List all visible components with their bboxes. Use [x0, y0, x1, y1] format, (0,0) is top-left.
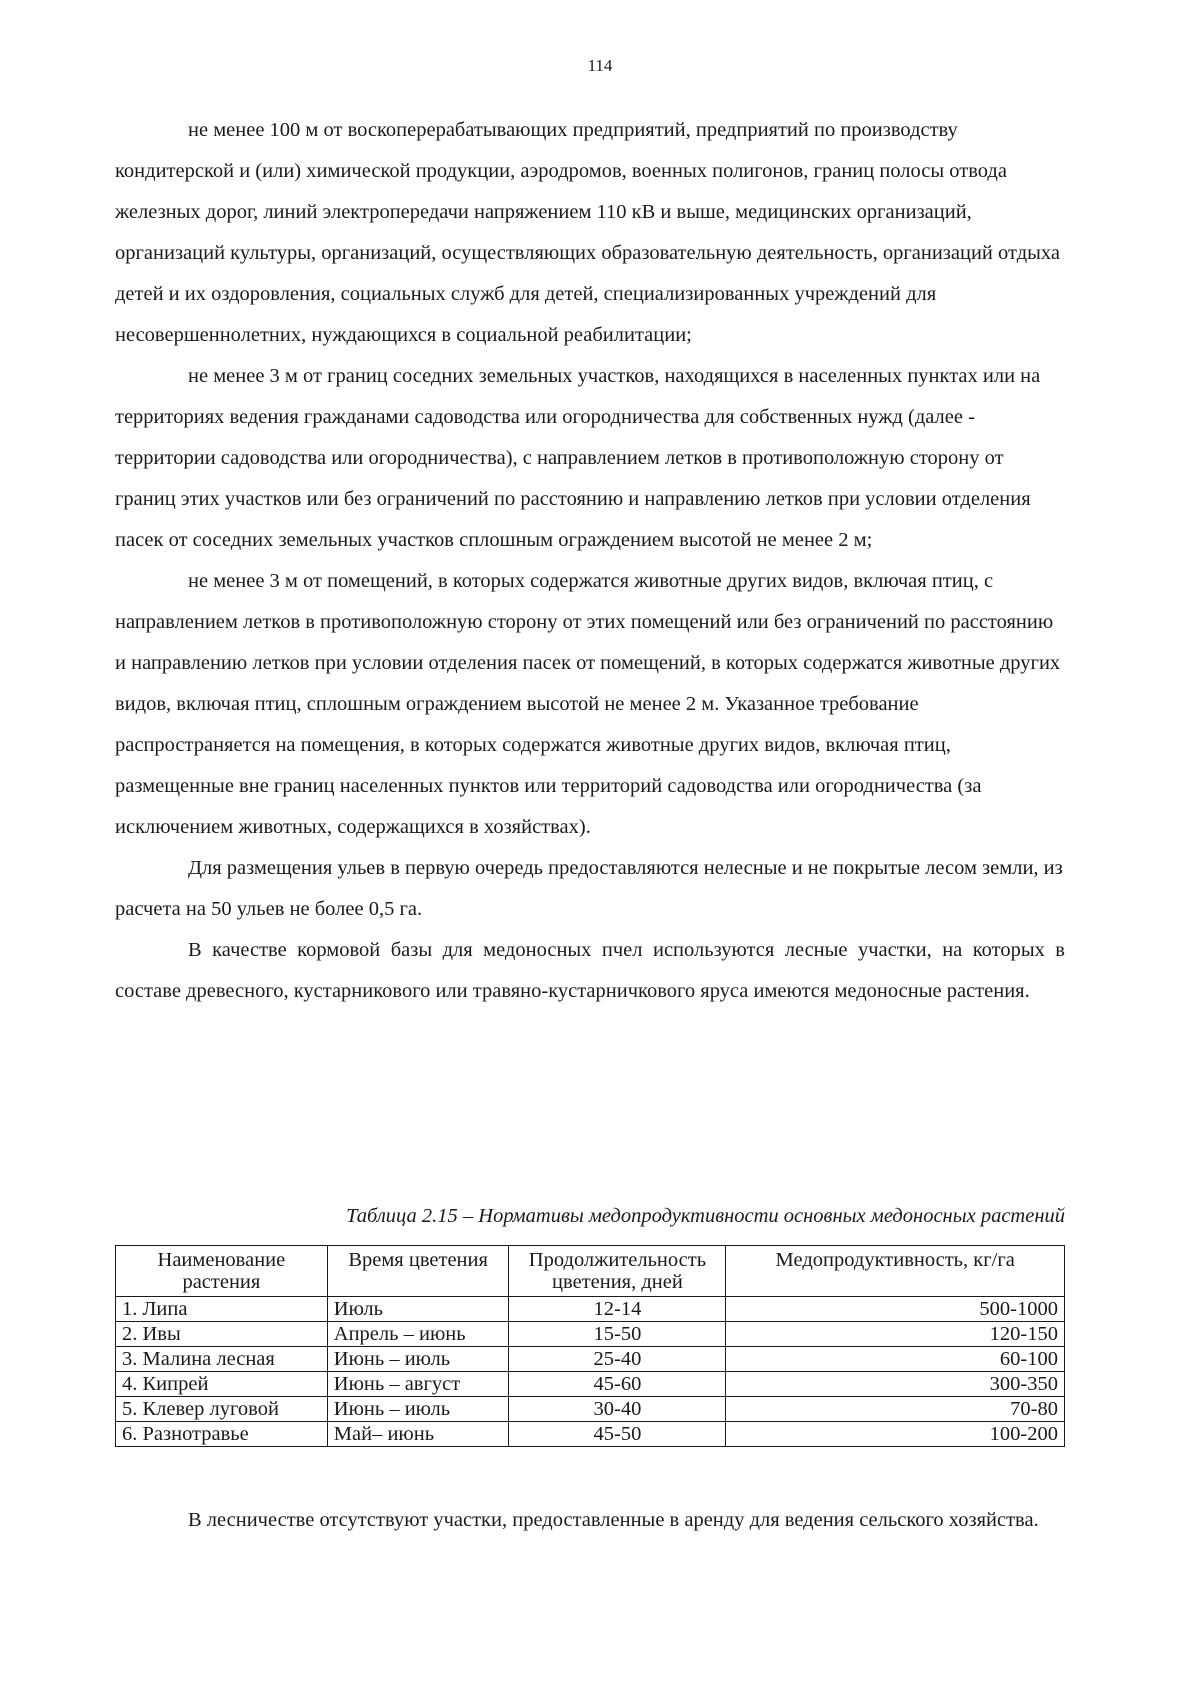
cell-period: Июнь – июль	[327, 1397, 509, 1422]
header-duration: Продолжительность цветения, дней	[509, 1246, 726, 1297]
header-period: Время цветения	[327, 1246, 509, 1297]
cell-duration: 12-14	[509, 1297, 726, 1322]
paragraph: не менее 100 м от воскоперерабатывающих предприятий, предприятий по производству кондитерской и (или) химической продукции, аэродромов, военных полигонов, границ полосы отвода железных дорог, линий электропередачи напряжением 110 кВ и выше, медицинских организаций, организаций культуры, организаций, осуществляющих образовательную деятельность, организаций отдыха детей и их оздоровления, социальных служб для детей, специализированных учреждений для несовершеннолетних, нуждающихся в социальной реабилитации;	[115, 119, 1060, 346]
cell-yield: 300-350	[726, 1372, 1065, 1397]
table-row	[116, 1322, 1065, 1347]
paragraph: не менее 3 м от помещений, в которых содержатся животные других видов, включая птиц, с направлением летков в противоположную сторону от этих помещений или без ограничений по расстоянию и направлению летков при условии отделения пасек от помещений, в которых содержатся животные других видов, включая птиц, сплошным ограждением высотой не менее 2 м. Указанное требование распространяется на помещения, в которых содержатся животные других видов, включая птиц, размещенные вне границ населенных пунктов или территорий садоводства или огородничества (за исключением животных, содержащихся в хозяйствах).	[115, 570, 1061, 838]
cell-period: Июнь – август	[327, 1372, 509, 1397]
cell-plant: 5. Клевер луговой	[116, 1397, 328, 1422]
cell-yield: 60-100	[726, 1347, 1065, 1372]
header-plant: Наименование растения	[116, 1246, 328, 1297]
cell-yield: 120-150	[726, 1322, 1065, 1347]
cell-duration: 45-60	[509, 1372, 726, 1397]
cell-duration: 30-40	[509, 1397, 726, 1422]
page-number: 114	[587, 56, 613, 75]
paragraph: не менее 3 м от границ соседних земельных участков, находящихся в населенных пунктах или на территориях ведения гражданами садоводства или огородничества для собственных нужд (далее - территории садоводства или огородничества), с направлением летков в противоположную сторону от границ этих участков или без ограничений по расстоянию и направлению летков при условии отделения пасек от соседних земельных участков сплошным ограждением высотой не менее 2 м;	[115, 365, 1041, 551]
table-row	[116, 1347, 1065, 1372]
paragraph: В лесничестве отсутствуют участки, предоставленные в аренду для ведения сельского хозяйства.	[188, 1509, 1039, 1531]
cell-duration: 15-50	[509, 1322, 726, 1347]
header-yield: Медопродуктивность, кг/га	[726, 1246, 1065, 1297]
paragraph: В качестве кормовой базы для медоносных пчел используются лесные участки, на которых в составе древесного, кустарникового или травяно-кустарничкового яруса имеются медоносные растения.	[115, 939, 1065, 1002]
cell-duration: 45-50	[509, 1422, 726, 1447]
cell-plant: 6. Разнотравье	[116, 1422, 328, 1447]
table-header-row	[116, 1246, 1065, 1297]
table-row	[116, 1372, 1065, 1397]
honey-productivity-table	[115, 1245, 1065, 1447]
table-caption: Таблица 2.15 – Нормативы медопродуктивности основных медоносных растений	[346, 1205, 1065, 1227]
body-text	[115, 110, 1065, 1012]
cell-plant: 1. Липа	[116, 1297, 328, 1322]
cell-plant: 2. Ивы	[116, 1322, 328, 1347]
cell-yield: 70-80	[726, 1397, 1065, 1422]
cell-plant: 3. Малина лесная	[116, 1347, 328, 1372]
cell-period: Май– июнь	[327, 1422, 509, 1447]
cell-period: Июнь – июль	[327, 1347, 509, 1372]
table-row	[116, 1397, 1065, 1422]
cell-yield: 100-200	[726, 1422, 1065, 1447]
cell-period: Июль	[327, 1297, 509, 1322]
cell-period: Апрель – июнь	[327, 1322, 509, 1347]
table-row	[116, 1297, 1065, 1322]
cell-duration: 25-40	[509, 1347, 726, 1372]
paragraph: Для размещения ульев в первую очередь предоставляются нелесные и не покрытые лесом земли, из расчета на 50 ульев не более 0,5 га.	[115, 857, 1063, 920]
closing-text	[115, 1500, 1065, 1541]
cell-plant: 4. Кипрей	[116, 1372, 328, 1397]
table-row	[116, 1422, 1065, 1447]
cell-yield: 500-1000	[726, 1297, 1065, 1322]
